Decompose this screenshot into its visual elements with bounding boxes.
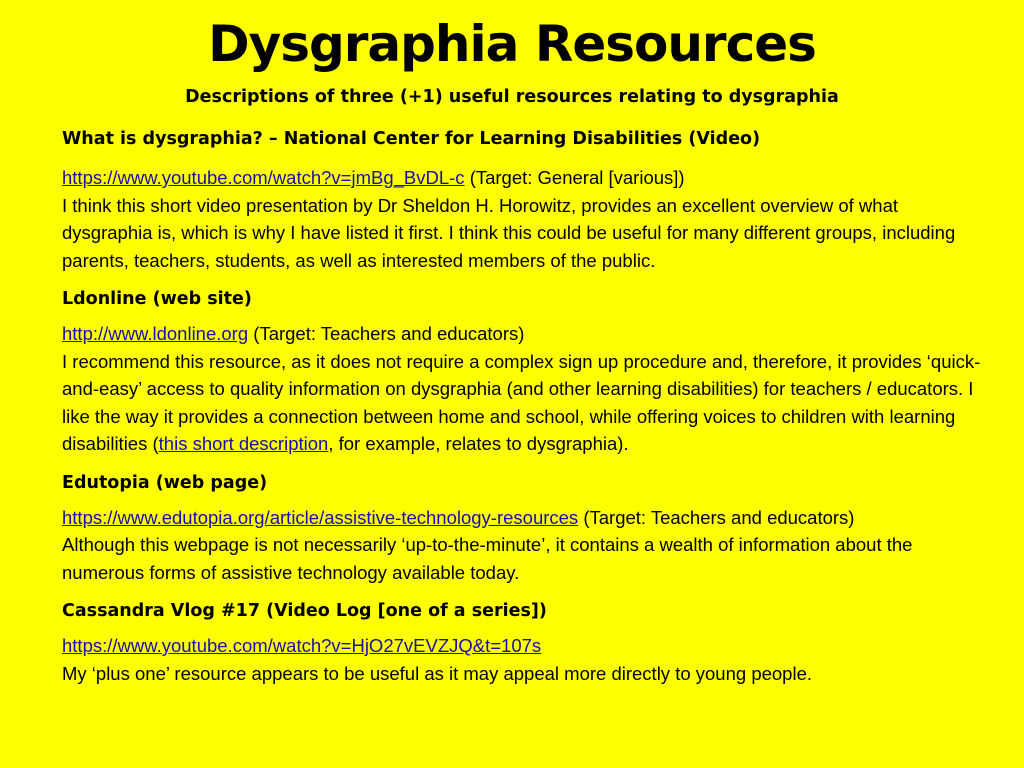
target-audience: (Target: General [various]) (469, 167, 685, 188)
target-audience: (Target: Teachers and educators) (583, 506, 855, 528)
section-description: My ‘plus one’ resource appears to be useful as it may appeal more directly to young people. (62, 662, 813, 684)
section-description: Although this webpage is not necessarily ‘up-to-the-minute’, it contains a wealth of information about the numerous forms of assistive technology available today. (62, 534, 913, 583)
content (62, 124, 982, 687)
description-text: , for example, relates to dysgraphia). (328, 433, 629, 454)
section-link-line (62, 164, 982, 192)
section-heading-ldonline: Ldonline (web site) (62, 289, 252, 309)
section-heading-cassandra-vlog: Cassandra Vlog #17 (Video Log [one of a series]) (62, 601, 547, 621)
short-description-link[interactable]: this short description (158, 433, 329, 454)
youtube-video-link[interactable]: https://www.youtube.com/watch?v=jmBg_BvDL-c (62, 167, 465, 188)
target-audience: (Target: Teachers and educators) (253, 323, 525, 344)
section-description (62, 348, 982, 458)
slide-title: Dysgraphia Resources (208, 15, 816, 73)
section-description: I think this short video presentation by Dr Sheldon H. Horowitz, provides an excellent overview of what dysgraphia is, which is why I have listed it first. I think this could be useful for many different groups, including parents, teachers, students, as well as interested members of the public. (62, 194, 956, 271)
section-link-line (62, 632, 982, 660)
section-link-line (62, 320, 982, 348)
cassandra-vlog-link[interactable]: https://www.youtube.com/watch?v=HjO27vEVZJQ&t=107s (62, 635, 542, 656)
description-text: I recommend this resource, as it does not require a complex sign up procedure and, therefore, it provides ‘quick-and-easy’ access to quality information on dysgraphia (and other learning disabilities) for teachers / educators. I like the way it provides a connection between home and school, while offering voices to children with learning disabilities ( (62, 350, 981, 454)
section-link-line (62, 504, 982, 532)
section-heading-dysgraphia-video: What is dysgraphia? – National Center for Learning Disabilities (Video) (62, 129, 761, 149)
section-heading-edutopia: Edutopia (web page) (62, 472, 268, 493)
slide-subtitle: Descriptions of three (+1) useful resources relating to dysgraphia (185, 87, 839, 107)
edutopia-link[interactable]: https://www.edutopia.org/article/assistive-technology-resources (62, 506, 579, 528)
ldonline-link[interactable]: http://www.ldonline.org (62, 323, 249, 344)
